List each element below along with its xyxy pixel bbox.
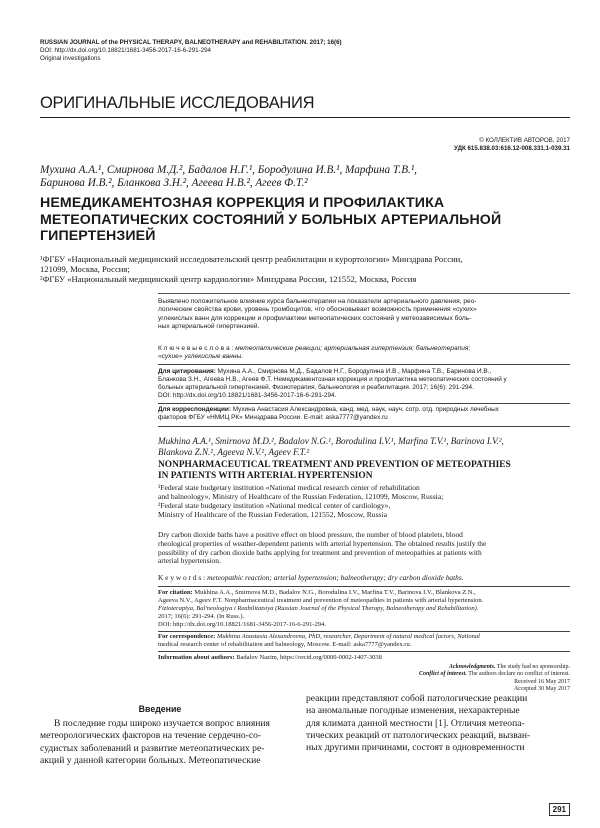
abstract-ru-line: ных артериальной гипертензией. <box>158 323 260 331</box>
keywords-ru-text: метеопатические реакции; артериальная гипертензия; бальнеотерапия; <box>235 345 471 352</box>
keywords-en <box>158 573 570 582</box>
conflict-label: Conflict of interest. <box>418 671 467 678</box>
intro-heading: Введение <box>138 704 182 714</box>
citation-ru-line: больных артериальной гипертензией. Физиотерапия, бальнеология и реабилитация. 2017; 16(6): 291-294. <box>158 384 474 391</box>
correspondence-en-line: medical research center of rehabilitation and balneology, Moscow. E-mail: aska7777@yandex.ru. <box>158 640 412 648</box>
title-en-line: NONPHARMACEUTICAL TREATMENT AND PREVENTION OF METEOPATHIES <box>158 460 511 470</box>
acknowledgments <box>300 664 570 693</box>
title-ru-line: НЕМЕДИКАМЕНТОЗНАЯ КОРРЕКЦИЯ И ПРОФИЛАКТИКА <box>40 195 445 211</box>
intro-line: акций у данной категории больных. Метеопатические <box>40 754 261 766</box>
correspondence-ru-line: факторов ФГБУ «НМИЦ РК» Минздрава России. E-mail: aska7777@yandex.ru <box>158 414 388 421</box>
section-rule <box>40 117 570 118</box>
affiliations-en <box>158 483 570 519</box>
conflict-text: The authors declare no conflict of interest. <box>468 671 570 678</box>
citation-ru-line: Бланкова З.Н., Агеева Н.В., Агеев Ф.Т. Немедикаментозная коррекция и профилактика метеопатических состояний у <box>158 376 507 383</box>
affiliation-line: 121099, Москва, Россия; <box>40 264 130 275</box>
authors-info-text: Badalov Nazim, https://orcid.org/0000-0002-1407-3038 <box>236 654 382 661</box>
citation-ru <box>158 368 570 400</box>
separator <box>158 364 570 365</box>
affiliation-line: ²ФГБУ «Национальный медицинский центр кардиологии» Минздрава России, 121552, Москва, Россия <box>40 274 417 285</box>
doi-line: DOI: http://dx.doi.org/10.18821/1681-3456-2017-16-6-291-294 <box>40 47 211 54</box>
authors-ru-line: Мухина А.А.¹, Смирнова М.Д.², Бадалов Н.Г.¹, Бородулина И.В.¹, Марфина Т.В.¹, <box>40 164 417 176</box>
abstract-ru-line: углекислых ванн для коррекции и профилактики метеопатических состояний у метеозависимых боль- <box>158 314 472 322</box>
citation-en-line: Fizioterapiya, Bal'neologiya i Reabilitatsiya (Russian Journal of the Physical Therapy, Balneotherapy and Rehabilitation). <box>158 604 479 612</box>
title-ru-line: ГИПЕРТЕНЗИЕЙ <box>40 228 156 244</box>
title-en-line: IN PATIENTS WITH ARTERIAL HYPERTENSION <box>158 470 373 481</box>
affiliation-en-line: ²Federal state budgetary institution «National medical center of cardiology», <box>158 501 391 510</box>
affiliation-en-line: Ministry of Healthcare of the Russian Federation, 121552, Moscow, Russia <box>158 510 387 519</box>
citation-ru-line: Мухина А.А., Смирнова М.Д., Бадалов Н.Г., Бородулина И.В., Марфина Т.В., Баринова И.В., <box>217 368 492 375</box>
abstract-en-line: rheological properties of weather-dependent patients with arterial hypertension. The obtained results justify the <box>158 538 487 548</box>
correspondence-ru-label: Для корреспонденции: <box>158 406 231 413</box>
correspondence-en-label: For correspondence: <box>158 633 216 640</box>
authors-info-label: Information about authors: <box>158 654 235 661</box>
abstract-ru-line: логические свойства крови, уровень тромбоцитов, что обосновывает возможность применения «сухих» <box>158 306 477 314</box>
title-en <box>158 460 570 481</box>
keywords-ru <box>158 345 570 362</box>
abstract-en <box>158 531 570 566</box>
abstract-en-line: arterial hypertension. <box>158 556 221 566</box>
section-title: ОРИГИНАЛЬНЫЕ ИССЛЕДОВАНИЯ <box>40 94 315 112</box>
citation-en-line: Ageeva N.V., Ageev F.T. Nonpharmaceutical treatment and prevention of meteopathies in patients with arterial hypertension. <box>158 596 484 604</box>
separator <box>158 631 570 632</box>
correspondence-ru <box>158 406 570 422</box>
authors-ru <box>40 164 570 190</box>
correspondence-en-line: Mukhina Anastasia Alexandrovna, PhD, researcher, Department of natural medical factors, National <box>216 633 480 640</box>
article-type: Original investigations <box>40 55 101 62</box>
ack-label: Acknowledgments. <box>448 664 496 670</box>
intro-line: на аномальные погодные изменения, нехарактерные <box>306 705 520 717</box>
intro-line: тических реакций от патологических реакций, вызван- <box>306 729 531 741</box>
intro-line: реакции представляют собой патологические реакции <box>306 693 528 704</box>
citation-ru-line: DOI: http://dx.doi.org/10.18821/1681-3456-2017-16-6-291-294. <box>158 392 337 399</box>
authors-en-line: Mukhina A.A.¹, Smirnova M.D.², Badalov N.G.¹, Borodulina I.V.¹, Marfina T.V.¹, Barinova I.V.², <box>158 436 504 446</box>
citation-en-line: 2017; 16(6): 291-294. (In Russ.). <box>158 612 245 620</box>
separator <box>158 586 570 587</box>
citation-en-label: For citation: <box>158 589 193 596</box>
separator <box>158 403 570 404</box>
abstract-en-line: possibility of dry carbon dioxide baths applying for treatment and prevention of meteopathies at patients with <box>158 547 482 557</box>
received-date: Received 16 May 2017 <box>514 678 570 685</box>
citation-en-line: DOI: http://dx.doi.org/10.18821/1681-3456-2017-16-6-291-294. <box>158 620 326 628</box>
keywords-ru-text-2: «сухие» углекислые ванны. <box>158 353 244 361</box>
affiliation-en-line: ¹Federal state budgetary institution «National medical research center of rehabilitation <box>158 483 420 492</box>
accepted-date: Accepted 30 May 2017 <box>513 685 570 692</box>
affiliation-en-line: and balneology», Ministry of Healthcare of the Russian Federation, 121099, Moscow, Russia; <box>158 492 444 501</box>
affiliations-ru <box>40 254 575 285</box>
keywords-en-label: K e y w o r d s : <box>158 573 206 582</box>
intro-line: ных другими причинами, состоят в одновременности <box>306 742 525 754</box>
copyright: © КОЛЛЕКТИВ АВТОРОВ, 2017 <box>479 137 570 144</box>
intro-right-column <box>306 693 570 754</box>
citation-en <box>158 589 570 629</box>
abstract-ru-line: Выявлено положительное влияние курса бальнеотерапии на показатели артериального давления, рео- <box>158 298 477 305</box>
intro-line: метеорологических факторов на течение сердечно-со- <box>40 730 262 742</box>
udk-code: УДК 615.838.03:616.12-008.331.1-039.31 <box>454 145 570 152</box>
title-ru <box>40 195 570 245</box>
intro-line: В последние годы широко изучается вопрос влияния <box>54 718 270 729</box>
correspondence-en <box>158 633 570 649</box>
authors-info <box>158 653 570 662</box>
journal-header <box>40 39 342 63</box>
journal-title: RUSSIAN JOURNAL of the PHYSICAL THERAPY, BALNEOTHERAPY and REHABILITATION. 2017; 16(6) <box>40 39 342 46</box>
abstract-en-line: Dry carbon dioxide baths have a positive effect on blood pressure, the number of blood platelets, blood <box>158 530 463 539</box>
correspondence-ru-line: Мухина Анастасия Александровна, канд. мед. наук, науч. сотр. отд. природных лечебных <box>232 406 499 413</box>
intro-line: судистых заболеваний и развитие метеопатических ре- <box>40 742 265 754</box>
authors-ru-line: Баринова И.В.², Бланкова З.Н.², Агеева Н.В.², Агеев Ф.Т.² <box>40 177 308 189</box>
keywords-ru-label: К л ю ч е в ы е с л о в а : <box>158 345 234 352</box>
abstract-ru <box>158 298 570 332</box>
citation-ru-label: Для цитирования: <box>158 368 216 375</box>
authors-en-line: Blankova Z.N.², Ageeva N.V.², Ageev F.T.² <box>158 447 310 457</box>
title-ru-line: МЕТЕОПАТИЧЕСКИХ СОСТОЯНИЙ У БОЛЬНЫХ АРТЕРИАЛЬНОЙ <box>40 211 502 228</box>
separator <box>158 651 570 652</box>
page-number: 291 <box>549 803 570 816</box>
keywords-en-text: meteopathic reaction; arterial hypertension; balneotherapy; dry carbon dioxide baths. <box>207 573 464 582</box>
citation-en-line: Mukhina A.A., Smirnova M.D., Badalov N.G., Borodulina I.V., Marfina T.V., Barinova I.V., Blankova Z.N., <box>194 589 476 596</box>
abstract-rule-top <box>158 293 570 294</box>
ack-text: The study had no sponsorship. <box>496 664 570 670</box>
affiliation-line: ¹ФГБУ «Национальный медицинский исследовательский центр реабилитации и курортологии» Минздрава России, <box>40 254 463 264</box>
separator <box>158 426 570 427</box>
intro-line: для климата данной местности [1]. Отличия метеопа- <box>306 717 525 729</box>
authors-en <box>158 436 570 458</box>
intro-left-column <box>40 718 282 767</box>
